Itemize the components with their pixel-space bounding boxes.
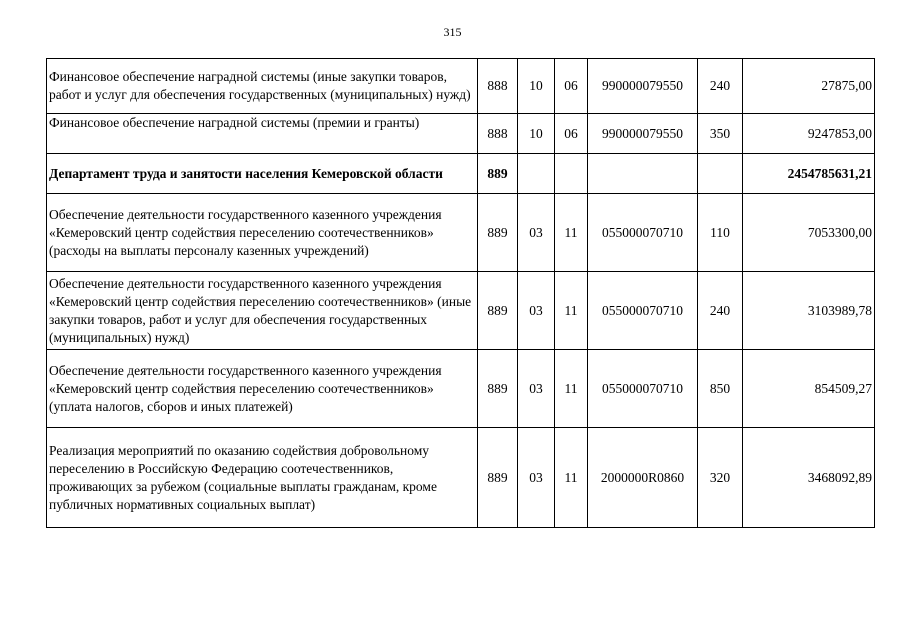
row-name: Реализация мероприятий по оказанию содействия добровольному переселению в Российскую Федерацию соотечественников, проживающих за рубежом (социальные выплаты гражданам, кроме публичных нормативных социальных выплат) [47, 428, 478, 528]
row-target-article-code: 055000070710 [588, 350, 698, 428]
row-name: Обеспечение деятельности государственного казенного учреждения «Кемеровский центр содействия переселению соотечественников» (уплата налогов, сборов и иных платежей) [47, 350, 478, 428]
row-subsection-code: 06 [555, 59, 588, 114]
row-ved-code: 889 [478, 428, 518, 528]
row-target-article-code [588, 154, 698, 194]
table-row [47, 194, 875, 272]
row-ved-code: 889 [478, 350, 518, 428]
row-name: Обеспечение деятельности государственного казенного учреждения «Кемеровский центр содействия переселению соотечественников» (иные закупки товаров, работ и услуг для обеспечения государственных (муниципальных) нужд) [47, 272, 478, 350]
row-name: Финансовое обеспечение наградной системы (премии и гранты) [47, 114, 478, 154]
table-row [47, 428, 875, 528]
row-ved-code: 888 [478, 59, 518, 114]
row-amount: 27875,00 [743, 59, 875, 114]
row-name: Финансовое обеспечение наградной системы (иные закупки товаров, работ и услуг для обеспечения государственных (муниципальных) нужд) [47, 59, 478, 114]
budget-table [46, 58, 875, 528]
row-subsection-code: 11 [555, 428, 588, 528]
row-section-code: 03 [518, 272, 555, 350]
row-subsection-code: 11 [555, 272, 588, 350]
row-amount: 7053300,00 [743, 194, 875, 272]
table-row [47, 272, 875, 350]
row-ved-code: 889 [478, 194, 518, 272]
page-number: 315 [443, 25, 462, 39]
row-expense-type-code: 350 [698, 114, 743, 154]
row-subsection-code: 11 [555, 350, 588, 428]
row-subsection-code [555, 154, 588, 194]
row-section-code [518, 154, 555, 194]
row-amount: 3468092,89 [743, 428, 875, 528]
row-subsection-code: 06 [555, 114, 588, 154]
row-section-code: 10 [518, 114, 555, 154]
row-ved-code: 889 [478, 272, 518, 350]
row-expense-type-code: 240 [698, 272, 743, 350]
row-ved-code: 889 [478, 154, 518, 194]
row-target-article-code: 055000070710 [588, 194, 698, 272]
row-name: Департамент труда и занятости населения Кемеровской области [47, 154, 478, 194]
row-target-article-code: 990000079550 [588, 114, 698, 154]
row-expense-type-code: 850 [698, 350, 743, 428]
row-target-article-code: 990000079550 [588, 59, 698, 114]
row-subsection-code: 11 [555, 194, 588, 272]
row-amount: 9247853,00 [743, 114, 875, 154]
row-target-article-code: 055000070710 [588, 272, 698, 350]
row-expense-type-code: 320 [698, 428, 743, 528]
table-row [47, 114, 875, 154]
row-expense-type-code: 240 [698, 59, 743, 114]
row-section-code: 03 [518, 428, 555, 528]
row-amount: 2454785631,21 [743, 154, 875, 194]
table-row [47, 59, 875, 114]
row-target-article-code: 2000000R0860 [588, 428, 698, 528]
row-section-code: 03 [518, 350, 555, 428]
row-section-code: 03 [518, 194, 555, 272]
table-row [47, 350, 875, 428]
row-amount: 854509,27 [743, 350, 875, 428]
row-expense-type-code [698, 154, 743, 194]
row-expense-type-code: 110 [698, 194, 743, 272]
row-ved-code: 888 [478, 114, 518, 154]
row-name: Обеспечение деятельности государственного казенного учреждения «Кемеровский центр содействия переселению соотечественников» (расходы на выплаты персоналу казенных учреждений) [47, 194, 478, 272]
row-amount: 3103989,78 [743, 272, 875, 350]
table-row-department [47, 154, 875, 194]
row-section-code: 10 [518, 59, 555, 114]
